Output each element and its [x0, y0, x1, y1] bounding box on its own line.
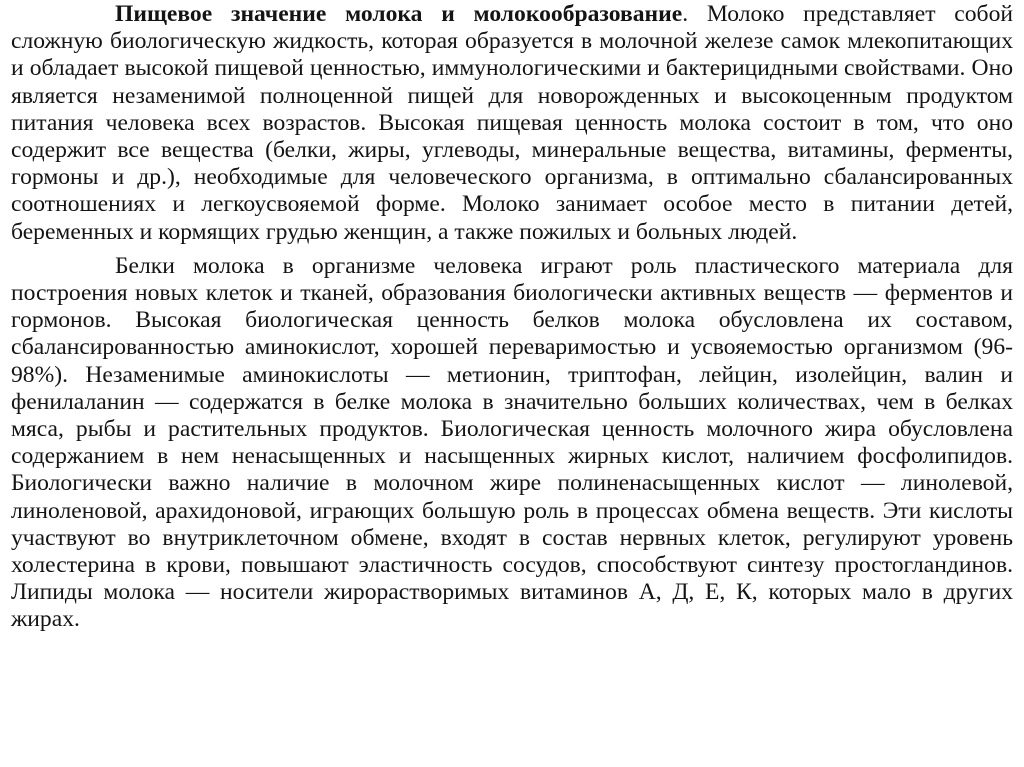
paragraph-body: . Молоко представляет собой сложную биологическую жидкость, которая образуется в молочной железе самок млекопитающих и обладает высокой пищевой ценностью, иммунологическими и бактерицидными свойствами. Оно является незаменимой полноценной пищей для новорожденных и высокоценным продуктом питания человека всех возрастов. Высокая пищевая ценность молока состоит в том, что оно содержит все вещества (белки, жиры, углеводы, минеральные вещества, витамины, ферменты, гормоны и др.), необходимые для человеческого организма, в оптимально сбалансированных соотношениях и легкоусвояемой форме. Молоко занимает особое место в питании детей, беременных и кормящих грудью женщин, а также пожилых и больных людей. — [11, 1, 1013, 245]
paragraph-milk-proteins: Белки молока в организме человека играют роль пластического материала для построения новых клеток и тканей, образования биологически активных веществ — ферментов и гормонов. Высокая биологическая ценность белков молока обусловлена их составом, сбалансированностью аминокислот, хорошей переваримостью и усвояемостью организмом (96-98%). Незаменимые аминокислоты — метионин, триптофан, лейцин, изолейцин, валин и фенилаланин — содержатся в белке молока в значительно больших количествах, чем в белках мяса, рыбы и растительных продуктов. Биологическая ценность молочного жира обусловлена содержанием в нем ненасыщенных и насыщенных жирных кислот, наличием фосфолипидов. Биологически важно наличие в молочном жире полиненасыщенных кислот — линолевой, линоленовой, арахидоновой, играющих большую роль в процессах обмена веществ. Эти кислоты участвуют во внутриклеточном обмене, входят в состав нервных клеток, регулируют уровень холестерина в крови, повышают эластичность сосудов, способствуют синтезу простогландинов. Липиды молока — носители жирорастворимых витаминов А, Д, Е, К, которых мало в других жирах. — [11, 252, 1013, 633]
paragraph-title: Пищевое значение молока и молокообразование — [115, 1, 683, 27]
paragraph-nutritional-value — [11, 1, 1013, 246]
